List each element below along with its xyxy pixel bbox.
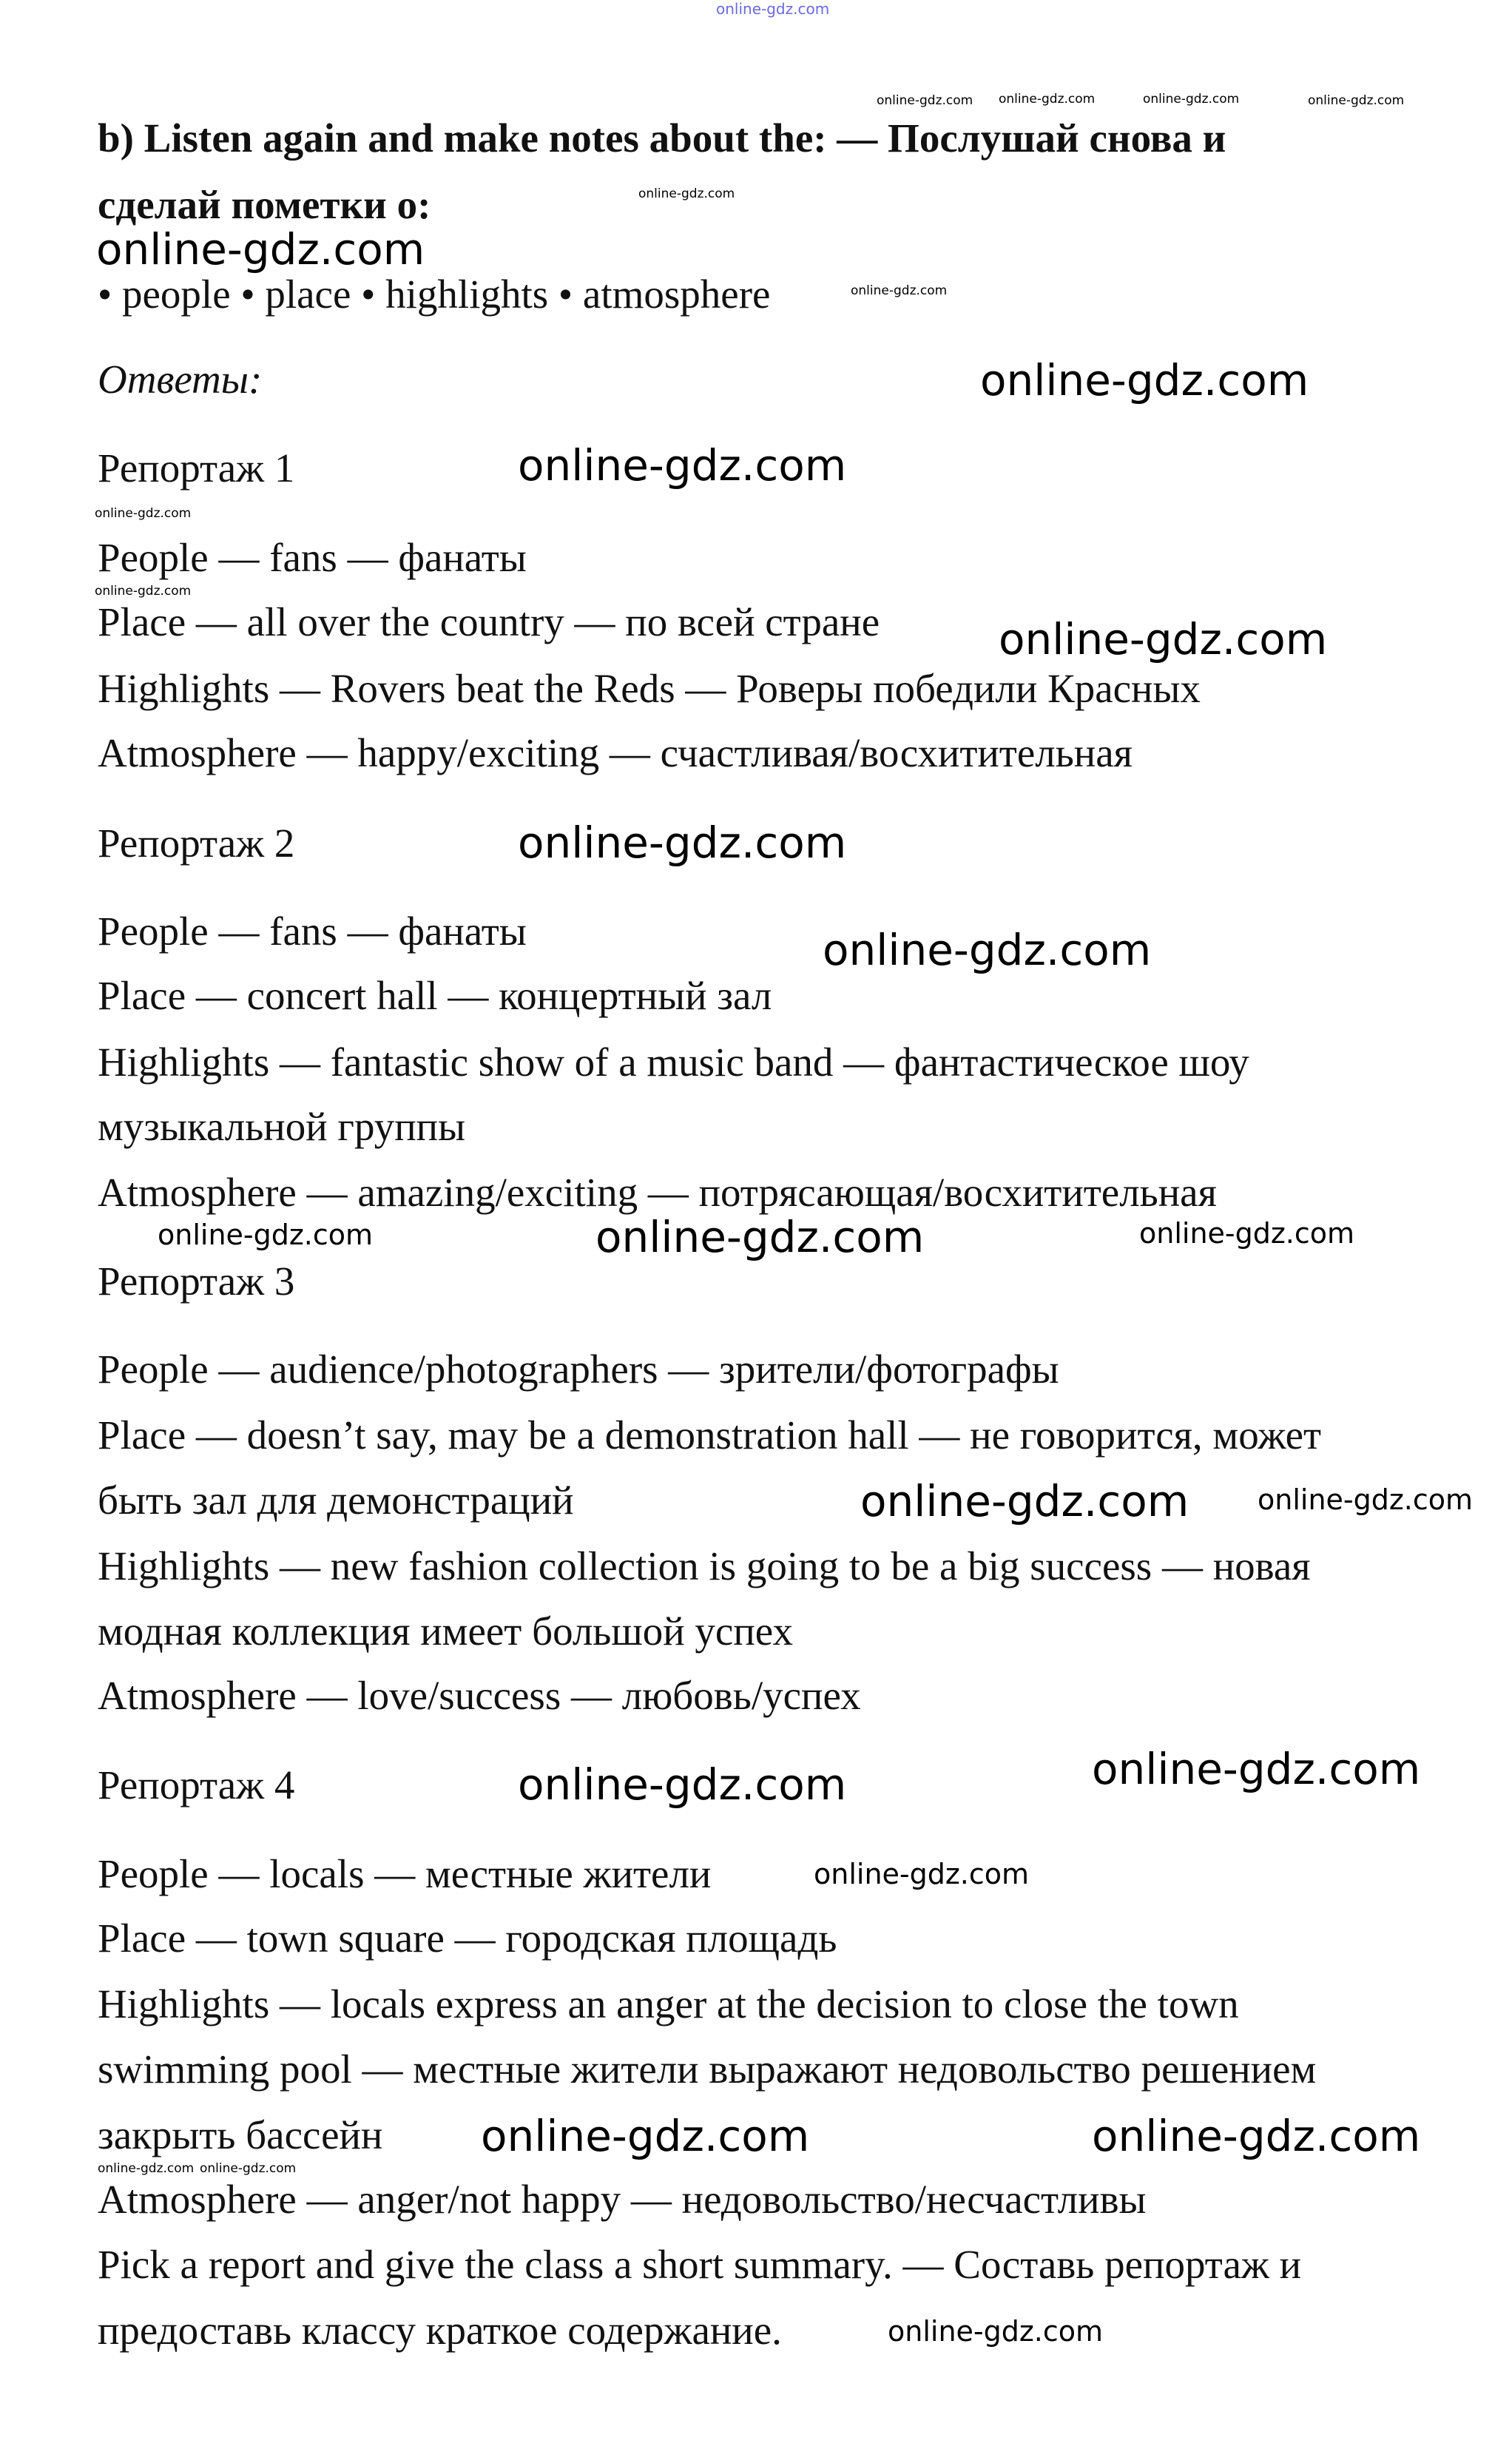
report-line: People — locals — местные жители bbox=[98, 1851, 712, 1896]
watermark: online-gdz.com bbox=[638, 186, 735, 201]
watermark: online-gdz.com bbox=[860, 1476, 1189, 1526]
report-line: People — fans — фанаты bbox=[98, 535, 527, 580]
report-title: Репортаж 1 bbox=[98, 445, 295, 491]
report-line: People — fans — фанаты bbox=[98, 909, 527, 954]
watermark: online-gdz.com bbox=[814, 1858, 1030, 1890]
report-line: Place — all over the country — по всей стране bbox=[98, 599, 880, 644]
watermark: online-gdz.com bbox=[1092, 2111, 1421, 2161]
report-line: Place — town square — городская площадь bbox=[98, 1916, 837, 1961]
report-line: Atmosphere — anger/not happy — недовольство/несчастливы bbox=[98, 2177, 1147, 2222]
watermark: online-gdz.com bbox=[595, 1212, 925, 1262]
report-line: музыкальной группы bbox=[98, 1104, 466, 1149]
watermark: online-gdz.com bbox=[481, 2111, 810, 2161]
task-bullets: • people • place • highlights • atmosphere bbox=[98, 272, 771, 317]
watermark: online-gdz.com bbox=[95, 584, 192, 599]
report-line: swimming pool — местные жители выражают недовольство решением bbox=[98, 2046, 1317, 2092]
task-title-cont: сделай пометки о: bbox=[98, 182, 431, 227]
report-line: Highlights — new fashion collection is going to be a big success — новая bbox=[98, 1543, 1311, 1588]
watermark: online-gdz.com bbox=[851, 283, 948, 298]
report-line: Highlights — locals express an anger at the decision to close the town bbox=[98, 1981, 1239, 2026]
watermark: online-gdz.com bbox=[98, 2161, 195, 2176]
watermark: online-gdz.com bbox=[518, 818, 847, 868]
watermark: online-gdz.com bbox=[999, 92, 1096, 107]
watermark: online-gdz.com bbox=[999, 614, 1328, 664]
report-line: Atmosphere — love/success — любовь/успех bbox=[98, 1673, 861, 1718]
watermark: online-gdz.com bbox=[1092, 1744, 1421, 1794]
watermark: online-gdz.com bbox=[1308, 93, 1405, 108]
report-line: модная коллекция имеет большой успех bbox=[98, 1608, 793, 1654]
final-task: Pick a report and give the class a short summary. — Составь репортаж и bbox=[98, 2242, 1302, 2287]
watermark: online-gdz.com bbox=[518, 440, 847, 491]
watermark: online-gdz.com bbox=[158, 1219, 374, 1251]
report-line: Atmosphere — happy/exciting — счастливая/восхитительная bbox=[98, 730, 1133, 775]
report-line: Highlights — fantastic show of a music band — фантастическое шоу bbox=[98, 1040, 1249, 1085]
report-line: Place — doesn’t say, may be a demonstration hall — не говорится, может bbox=[98, 1412, 1322, 1458]
watermark: online-gdz.com bbox=[877, 93, 973, 108]
report-line: закрыть бассейн bbox=[98, 2112, 383, 2157]
report-line: Atmosphere — amazing/exciting — потрясающая/восхитительная bbox=[98, 1170, 1217, 1215]
watermark: online-gdz.com bbox=[980, 355, 1309, 405]
report-line: People — audience/photographers — зрители/фотографы bbox=[98, 1347, 1059, 1392]
report-line: быть зал для демонстраций bbox=[98, 1478, 574, 1523]
report-line: Place — concert hall — концертный зал bbox=[98, 973, 772, 1018]
report-title: Репортаж 4 bbox=[98, 1762, 295, 1807]
watermark: online-gdz.com bbox=[518, 1759, 847, 1810]
answers-label: Ответы: bbox=[98, 357, 263, 402]
watermark: online-gdz.com bbox=[1258, 1483, 1474, 1516]
watermark: online-gdz.com bbox=[200, 2161, 297, 2176]
final-task-cont: предоставь классу краткое содержание. bbox=[98, 2308, 782, 2353]
watermark: online-gdz.com bbox=[823, 925, 1152, 975]
report-title: Репортаж 2 bbox=[98, 821, 295, 866]
watermark: online-gdz.com bbox=[888, 2315, 1104, 2348]
watermark: online-gdz.com bbox=[96, 224, 425, 274]
report-title: Репортаж 3 bbox=[98, 1259, 295, 1304]
task-title: b) Listen again and make notes about the: — Послушай снова и bbox=[98, 115, 1226, 161]
report-line: Highlights — Rovers beat the Reds — Роверы победили Красных bbox=[98, 666, 1201, 711]
watermark: online-gdz.com bbox=[1143, 92, 1240, 107]
watermark: online-gdz.com bbox=[1139, 1217, 1355, 1250]
watermark: online-gdz.com bbox=[716, 0, 830, 18]
watermark: online-gdz.com bbox=[95, 506, 192, 521]
